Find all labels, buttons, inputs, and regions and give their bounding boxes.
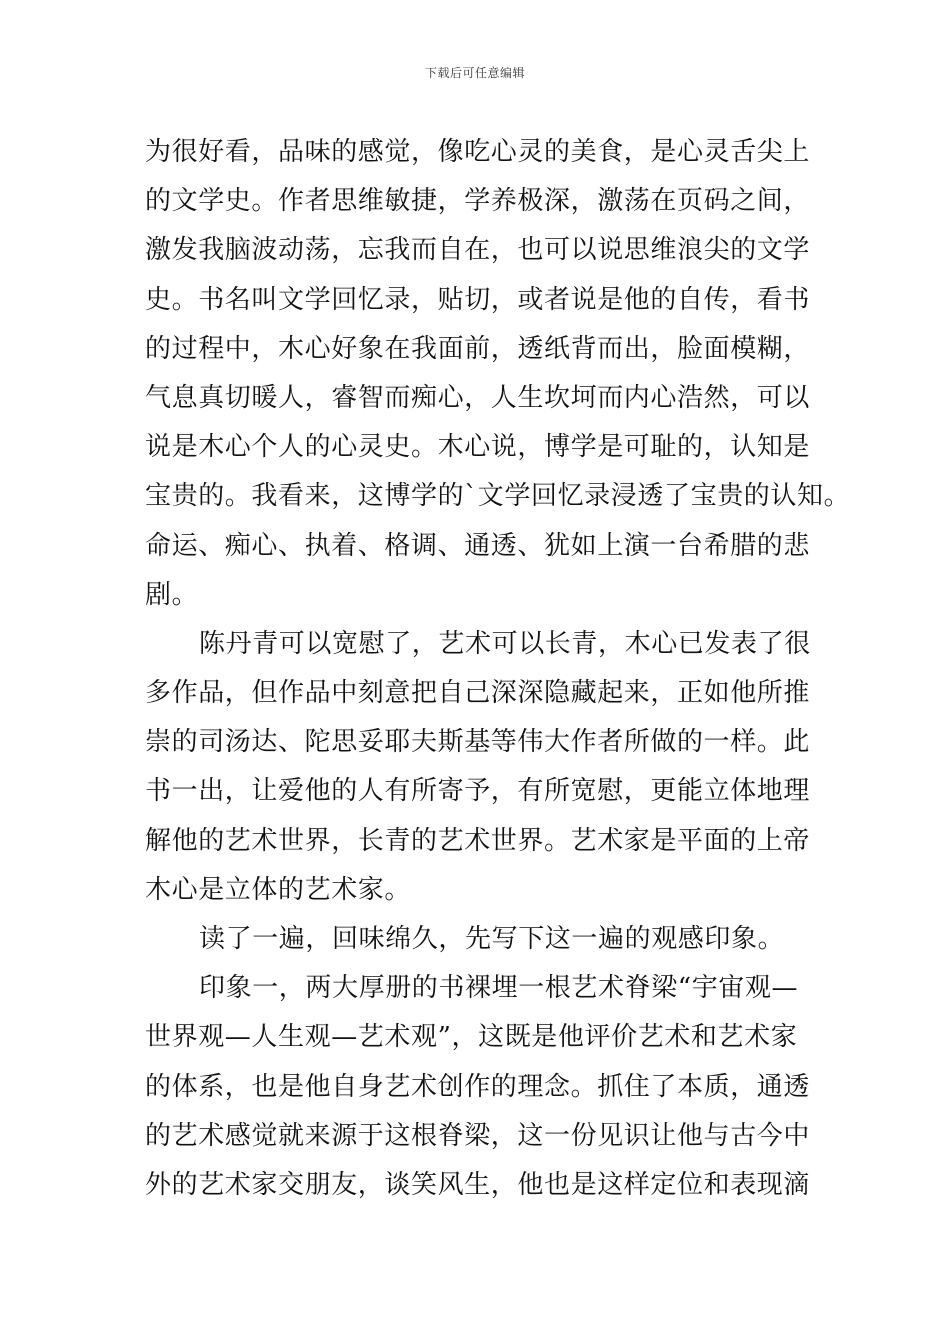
text-line: 剧。 (145, 579, 199, 610)
body-text (145, 128, 851, 1210)
page-header: 下载后可任意编辑 (424, 66, 525, 80)
text-line: 史。书名叫文学回忆录，贴切，或者说是他的自传，看书 (145, 284, 811, 315)
text-line: 的文学史。作者思维敏捷，学养极深，激荡在页码之间， (145, 186, 811, 217)
paragraph-first-line: 陈丹青可以宽慰了，艺术可以长青，木心已发表了很 (199, 628, 811, 659)
text-line: 的过程中，木心好象在我面前，透纸背而出，脸面模糊， (145, 333, 811, 364)
text-line: 外的艺术家交朋友，谈笑风生，他也是这样定位和表现滴 (145, 1169, 811, 1200)
text-line: 激发我脑波动荡，忘我而自在，也可以说思维浪尖的文学 (145, 235, 811, 266)
text-line: 气息真切暖人，睿智而痴心，人生坎坷而内心浩然，可以 (145, 382, 811, 413)
text-line: 说是木心个人的心灵史。木心说，博学是可耻的，认知是 (145, 432, 811, 463)
text-line: 多作品，但作品中刻意把自己深深隐藏起来，正如他所推 (145, 678, 811, 709)
text-line: 命运、痴心、执着、格调、通透、犹如上演一台希腊的悲 (145, 530, 811, 561)
text-line: 世界观—人生观—艺术观”，这既是他评价艺术和艺术家 (145, 1022, 798, 1053)
text-line: 木心是立体的艺术家。 (145, 874, 412, 905)
text-line: 宝贵的。我看来，这博学的`文学回忆录浸透了宝贵的认知。 (145, 481, 851, 512)
text-line: 为很好看，品味的感觉，像吃心灵的美食，是心灵舌尖上 (145, 137, 811, 167)
paragraph-first-line: 印象一，两大厚册的书裸埋一根艺术脊梁“宇宙观— (199, 973, 799, 1004)
paragraph-first-line: 读了一遍，回味绵久，先写下这一遍的观感印象。 (199, 924, 785, 954)
text-line: 的体系，也是他自身艺术创作的理念。抓住了本质，通透 (145, 1071, 811, 1102)
text-line: 的艺术感觉就来源于这根脊梁，这一份见识让他与古今中 (145, 1120, 811, 1151)
text-line: 崇的司汤达、陀思妥耶夫斯基等伟大作者所做的一样。此 (145, 727, 811, 758)
text-line: 书一出，让爱他的人有所寄予，有所宽慰，更能立体地理 (145, 776, 811, 807)
text-line: 解他的艺术世界，长青的艺术世界。艺术家是平面的上帝 (145, 825, 811, 856)
